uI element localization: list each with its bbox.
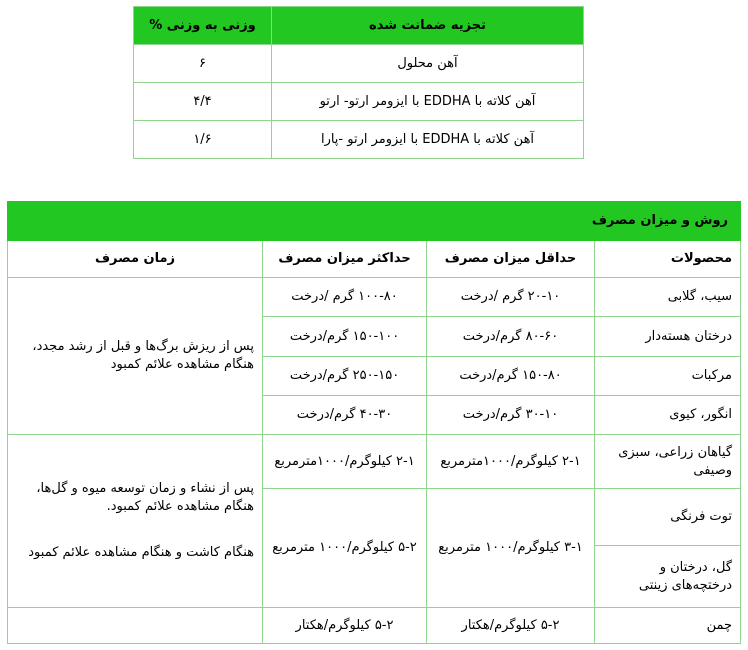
- composition-percent: ۶: [134, 45, 272, 83]
- table-row: [8, 278, 741, 317]
- usage-table: [7, 201, 741, 644]
- usage-time-crops: [8, 435, 263, 608]
- product-name: مرکبات: [595, 357, 741, 396]
- table-row: [8, 435, 741, 489]
- min-rate: ۳-۱ کیلوگرم/۱۰۰۰ مترمربع: [427, 489, 595, 608]
- product-name: گل، درختان و درختچه‌های زینتی: [595, 546, 741, 608]
- product-name: سیب، گلابی: [595, 278, 741, 317]
- usage-time-trees: [8, 278, 263, 435]
- min-rate: ۵-۲ کیلوگرم/هکتار: [427, 608, 595, 644]
- usage-table-title: روش و میزان مصرف: [8, 202, 741, 241]
- product-name: درختان هسته‌دار: [595, 317, 741, 357]
- product-name: توت فرنگی: [595, 489, 741, 546]
- composition-percent: ۴/۴: [134, 83, 272, 121]
- min-rate: ۲۰-۱۰ گرم /درخت: [427, 278, 595, 317]
- composition-header-item: تجزیه ضمانت شده: [272, 7, 584, 45]
- header-usage-time: زمان مصرف: [8, 241, 263, 278]
- max-rate: ۵-۲ کیلوگرم/۱۰۰۰ مترمربع: [263, 489, 427, 608]
- usage-header-row: [8, 241, 741, 278]
- min-rate: ۱۵۰-۸۰ گرم/درخت: [427, 357, 595, 396]
- product-name: گیاهان زراعی، سبزی وصیفی: [595, 435, 741, 489]
- composition-percent: ۱/۶: [134, 121, 272, 159]
- composition-item: آهن کلاته با EDDHA با ایزومر ارتو -پارا: [272, 121, 584, 159]
- max-rate: ۲۵۰-۱۵۰ گرم/درخت: [263, 357, 427, 396]
- table-row: [8, 608, 741, 644]
- composition-item: آهن کلاته با EDDHA با ایزومر ارتو- ارتو: [272, 83, 584, 121]
- header-max-rate: حداکثر میزان مصرف: [263, 241, 427, 278]
- composition-item: آهن محلول: [272, 45, 584, 83]
- max-rate: ۴۰-۳۰ گرم/درخت: [263, 396, 427, 435]
- max-rate: ۱۰۰-۸۰ گرم /درخت: [263, 278, 427, 317]
- header-min-rate: حداقل میزان مصرف: [427, 241, 595, 278]
- usage-time-empty: [8, 608, 263, 644]
- table-row: [134, 121, 584, 159]
- composition-header-percent: وزنی به وزنی %: [134, 7, 272, 45]
- min-rate: ۳۰-۱۰ گرم/درخت: [427, 396, 595, 435]
- table-row: [134, 45, 584, 83]
- max-rate: ۱۵۰-۱۰۰ گرم/درخت: [263, 317, 427, 357]
- max-rate: ۲-۱ کیلوگرم/۱۰۰۰مترمربع: [263, 435, 427, 489]
- min-rate: ۲-۱ کیلوگرم/۱۰۰۰مترمربع: [427, 435, 595, 489]
- product-name: چمن: [595, 608, 741, 644]
- min-rate: ۸۰-۶۰ گرم/درخت: [427, 317, 595, 357]
- max-rate: ۵-۲ کیلوگرم/هکتار: [263, 608, 427, 644]
- usage-title-row: [8, 202, 741, 241]
- table-row: [134, 83, 584, 121]
- composition-header-row: [134, 7, 584, 45]
- header-products: محصولات: [595, 241, 741, 278]
- usage-time-text: هنگام کاشت و هنگام مشاهده علائم کمبود: [28, 545, 255, 560]
- composition-table: [133, 6, 584, 159]
- product-name: انگور، کیوی: [595, 396, 741, 435]
- usage-time-text: پس از ریزش برگ‌ها و قبل از رشد مجدد، هنگام مشاهده علائم کمبود: [32, 339, 255, 372]
- usage-time-text: پس از نشاء و زمان توسعه میوه و گل‌ها، هنگام مشاهده علائم کمبود.: [36, 481, 255, 514]
